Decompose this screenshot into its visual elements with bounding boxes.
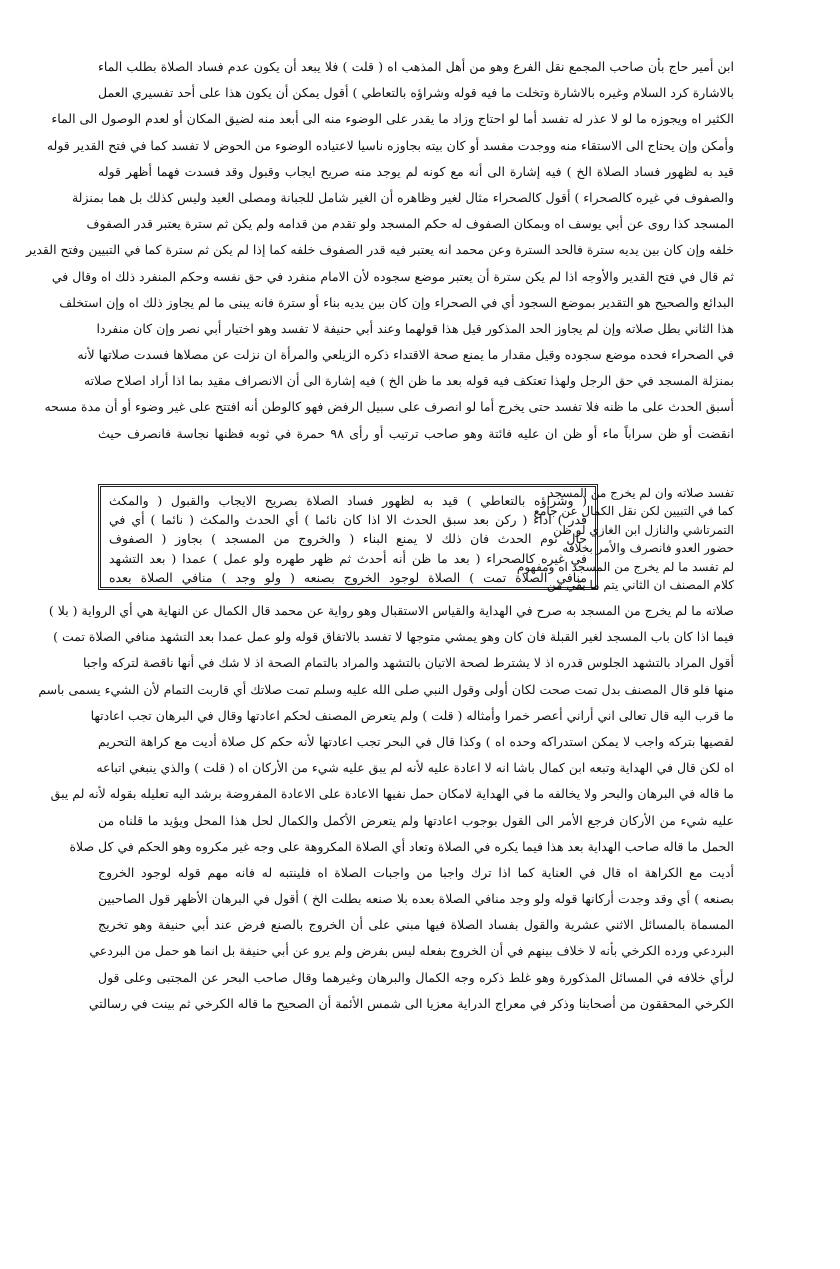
text-line: الكثير اه ويجوزه ما لو لا عذر له تفسد أما لو احتاج وزاد ما يقدر على الوضوء منه الى أبعد منه لضيق المكان أو لعدم الوصول الى الماء xyxy=(51,111,734,127)
matn-line: في غيره كالصحراء ( بعد ما ظن أنه أحدث ثم ظهر طهره ولو عمل ) عمدا ( بعد التشهد xyxy=(109,550,587,566)
text-line: اه لكن قال في الهداية وتبعه ابن كمال باشا انه لا اعادة عليه لأنه لم يبق عليه شيء من الأركان اه ( قلت ) والذي ينبغي اتباعه xyxy=(96,760,734,776)
mid-section xyxy=(98,484,734,598)
text-line: والصفوف في غيره كالصحراء ) أقول كالصحراء مثال لغير وظاهره أن الغير شامل للجبانة ومصلى العيد وليس كذلك بل هما بمنزلة xyxy=(71,189,734,205)
text-line: ثم قال في فتح القدير والأوجه اذا لم يكن سترة أن يعتبر موضع سجوده لأن الامام منفرد في حق نفسه وحكم المنفرد ذلك اه وقال في xyxy=(51,268,734,284)
text-line: فيما اذا كان باب المسجد لغير القبلة فان كان وهو يمشي متوجها لا تفسد بالاتفاق قوله ولو عمل عمدا بعد التشهد منافي الصلاة تمت ) xyxy=(53,629,734,645)
text-line: الحمل ما قاله صاحب الهداية بعد هذا فيما يكره في الصلاة وتعاد أي الصلاة المكروهة على وجه غير مكروه وهو الحكم في كل صلاة xyxy=(69,838,734,854)
commentary-bottom xyxy=(38,598,734,1017)
side-line: كلام المصنف ان الثاني يتم ما بقي من xyxy=(546,577,734,592)
text-line: لقصيها بتركه واجب لا يمكن استدراكه وحده اه ) وكذا قال في البحر تجب اعادتها لأنه حكم كل صلاة أديت مع كراهة التحريم xyxy=(98,733,734,749)
text-line: في الصحراء فحده موضع سجوده وقيل مقدار ما يمنع صحة الاقتداء ذكره الزيلعي والمرأة ان نزلت عن مصلاها فسدت صلاتها لأنه xyxy=(77,347,734,363)
text-line: لرأي خلافه في المسائل المذكورة وهو غلط ذكره وجه الكمال والبرهان وغيرهما وقال صاحب البحر عن المجتبى وعلى قول xyxy=(98,969,734,985)
text-line: ما قاله في البرهان والبحر ولا يخالفه ما في الهداية لامكان حمل نفيها الاعادة على الاعادة المفروضة برشد اليه تعليله بقوله لأنه لم يبق xyxy=(50,786,734,802)
text-line: هذا الثاني بطل صلاته وإن لم يجاوز الحد المذكور قيل هذا قولهما وعند أبي حنيفة لا تفسد وهو اختيار أبي نصر وإن كان منفردا xyxy=(96,320,734,336)
text-line: أقول المراد بالتشهد الجلوس قدره اذ لا يشترط لصحة الاتيان بالتشهد والمراد بالتمام الصحة اذ لا شك في أنها ناقصة لتركه واجبا xyxy=(82,655,734,671)
text-line: وأمكن وإن يحتاج الى الاستقاء منه ووجدت مفسد أو كان بيته بجاوزه ناسيا لاعتياده الوضوء من الحوض لا تفسد كما في فتح القدير قوله xyxy=(46,137,734,153)
text-line: البدائع والصحيح هو التقدير بموضع السجود أي في الصحراء وإن كان بين يديه بناء أو سترة فانه يبنى ما لم يجاوز ذلك اه وإن استخلف xyxy=(59,294,734,310)
matn-line: منافي الصلاة تمت ) الصلاة لوجود الخروج بصنعه ( ولو وجد ) منافي الصلاة بعده xyxy=(109,569,587,585)
side-line: لم تفسد ما لم يخرج من المسجد اه ومفهوم xyxy=(516,559,734,574)
text-line: بالاشارة كرد السلام وغيره بالاشارة وتخلت ما فيه قوله وشراؤه بالتعاطي ) أقول يمكن أن يكون هذا على أحد تفسيري العمل xyxy=(98,85,734,101)
commentary-side xyxy=(516,484,734,594)
text-line: الكرخي المحققون من أصحابنا وذكر في معراج الدراية معزيا الى شمس الأئمة أن الصحيح ما قاله الكرخي ثم بينت في رسالتي xyxy=(88,995,734,1011)
text-line: انقضت أو ظن سراباً ماء أو ظن ان عليه فائتة وهو صاحب ترتيب أو رأى ٩٨ حمرة في ثوبه فظنها نجاسة فانصرف حيث xyxy=(98,425,735,441)
side-line: تفسد صلاته وان لم يخرج من المسجد xyxy=(548,486,734,500)
text-line: البردعي ورده الكرخي بأنه لا خلاف بينهم في أن الخروج بفعله ليس بفرض ولم يرو عن أبي حنيفة بل انما هو حمل من البردعي xyxy=(89,943,734,959)
side-line: حضور العدو فانصرف والأمر بخلافه xyxy=(562,541,734,556)
text-line: خلفه وإن كان بين يديه سترة فالحد السترة وعن محمد انه يعتبر فيه قدر الصفوف خلفه كما إذا لم يكن ثم سترة كما في التبيين وفتح القدير xyxy=(26,242,734,258)
text-line: المسماة بالمسائل الاثني عشرية والقول بفساد الصلاة فيها مبني على أن الخروج بالصنع فرض عند أبي حنيفة وهو تخريج xyxy=(98,917,734,933)
matn-line: قدر ) اداء ( ركن بعد سبق الحدث الا اذا كان نائما ) أي الحدث والمكث ( نائما ) أي في xyxy=(109,512,587,528)
side-line: التمرتاشي والنازل ابن الغازي لو ظن xyxy=(553,522,734,537)
text-line: بصنعه ) أي وقد وجدت أركانها قوله ولو وجد منافي الصلاة بعده بلا صنعه بطلت الخ ) أقول في البرهان الأظهر قول الصاحبين xyxy=(98,891,734,907)
text-line: المسجد كذا روى عن أبي يوسف اه وبمكان الصفوف له حكم المسجد ولو تقدم من قدامه ولم يكن ثم سترة يعتبر قدر الصفوف xyxy=(86,216,734,232)
text-line: أسبق الحدث على ما ظنه فلا تفسد حتى يخرج أما لو انصرف على سبيل الرفض فهو كالوطن أنه افتتح على غير وضوء أو أن مدة مسحه xyxy=(44,399,734,415)
text-line: عليه شيء من الأركان فرجع الأمر الى القول بوجوب اعادتها ولم يتعرض الأكمل والكمال لحل هذا المحل ويؤيد ما قلناه من xyxy=(98,812,734,828)
text-line: ابن أمير حاج بأن صاحب المجمع نقل الفرع وهو من أهل المذهب اه ( قلت ) فلا يبعد أن يكون عدم فساد الصلاة بطلب الماء xyxy=(98,59,734,74)
matn-line: ( وشراؤه بالتعاطي ) قيد به لظهور فساد الصلاة بصريح الايجاب والقبول ( والمكث xyxy=(109,493,587,508)
matn-line: حال نوم الحدث فان ذلك لا يمنع البناء ( والخروج من المسجد ) بجاوز ( الصفوف xyxy=(109,531,587,547)
text-line: بمنزلة المسجد في حق الرجل ولهذا تعتكف فيه قوله بعد ما ظن الخ ) فيه إشارة الى أن الانصراف مقيد بما اذا أراد اصلاح صلاته xyxy=(83,373,734,389)
text-line: قيد به لظهور فساد الصلاة الخ ) فيه إشارة الى أنه مع كونه لم يوجد منه صريح ايجاب وقبول وقد فسدت فهما أظهر قوله xyxy=(98,163,734,179)
text-line: ما قرب اليه قال تعالى اني أراني أعصر خمرا وأمثاله ( قلت ) ولم يتعرض المصنف لحكم اعادتها وقال في البرهان تجب اعادتها xyxy=(90,707,734,723)
text-line: صلاته ما لم يخرج من المسجد به صرح في الهداية والقياس الاستقبال وهو رواية عن محمد قال الكمال عن النهاية هي أي الرواية ( بلا ) xyxy=(48,603,734,618)
side-line: كما في التبيين لكن نقل الكمال عن جامع xyxy=(533,504,734,519)
text-line: أديت مع الكراهة اه قال في العناية كما اذا ترك واجبا من واجبات الصلاة اه فلينتبه له فانه مهم قوله لوجود الخروج xyxy=(98,864,734,880)
commentary-top xyxy=(26,54,735,447)
text-line: منها فلو قال المصنف بدل تمت صحت لكان أولى وقول النبي صلى الله عليه وسلم تمت صلاتك أي قاربت التمام لأن الشيء يسمى باسم xyxy=(38,681,734,697)
